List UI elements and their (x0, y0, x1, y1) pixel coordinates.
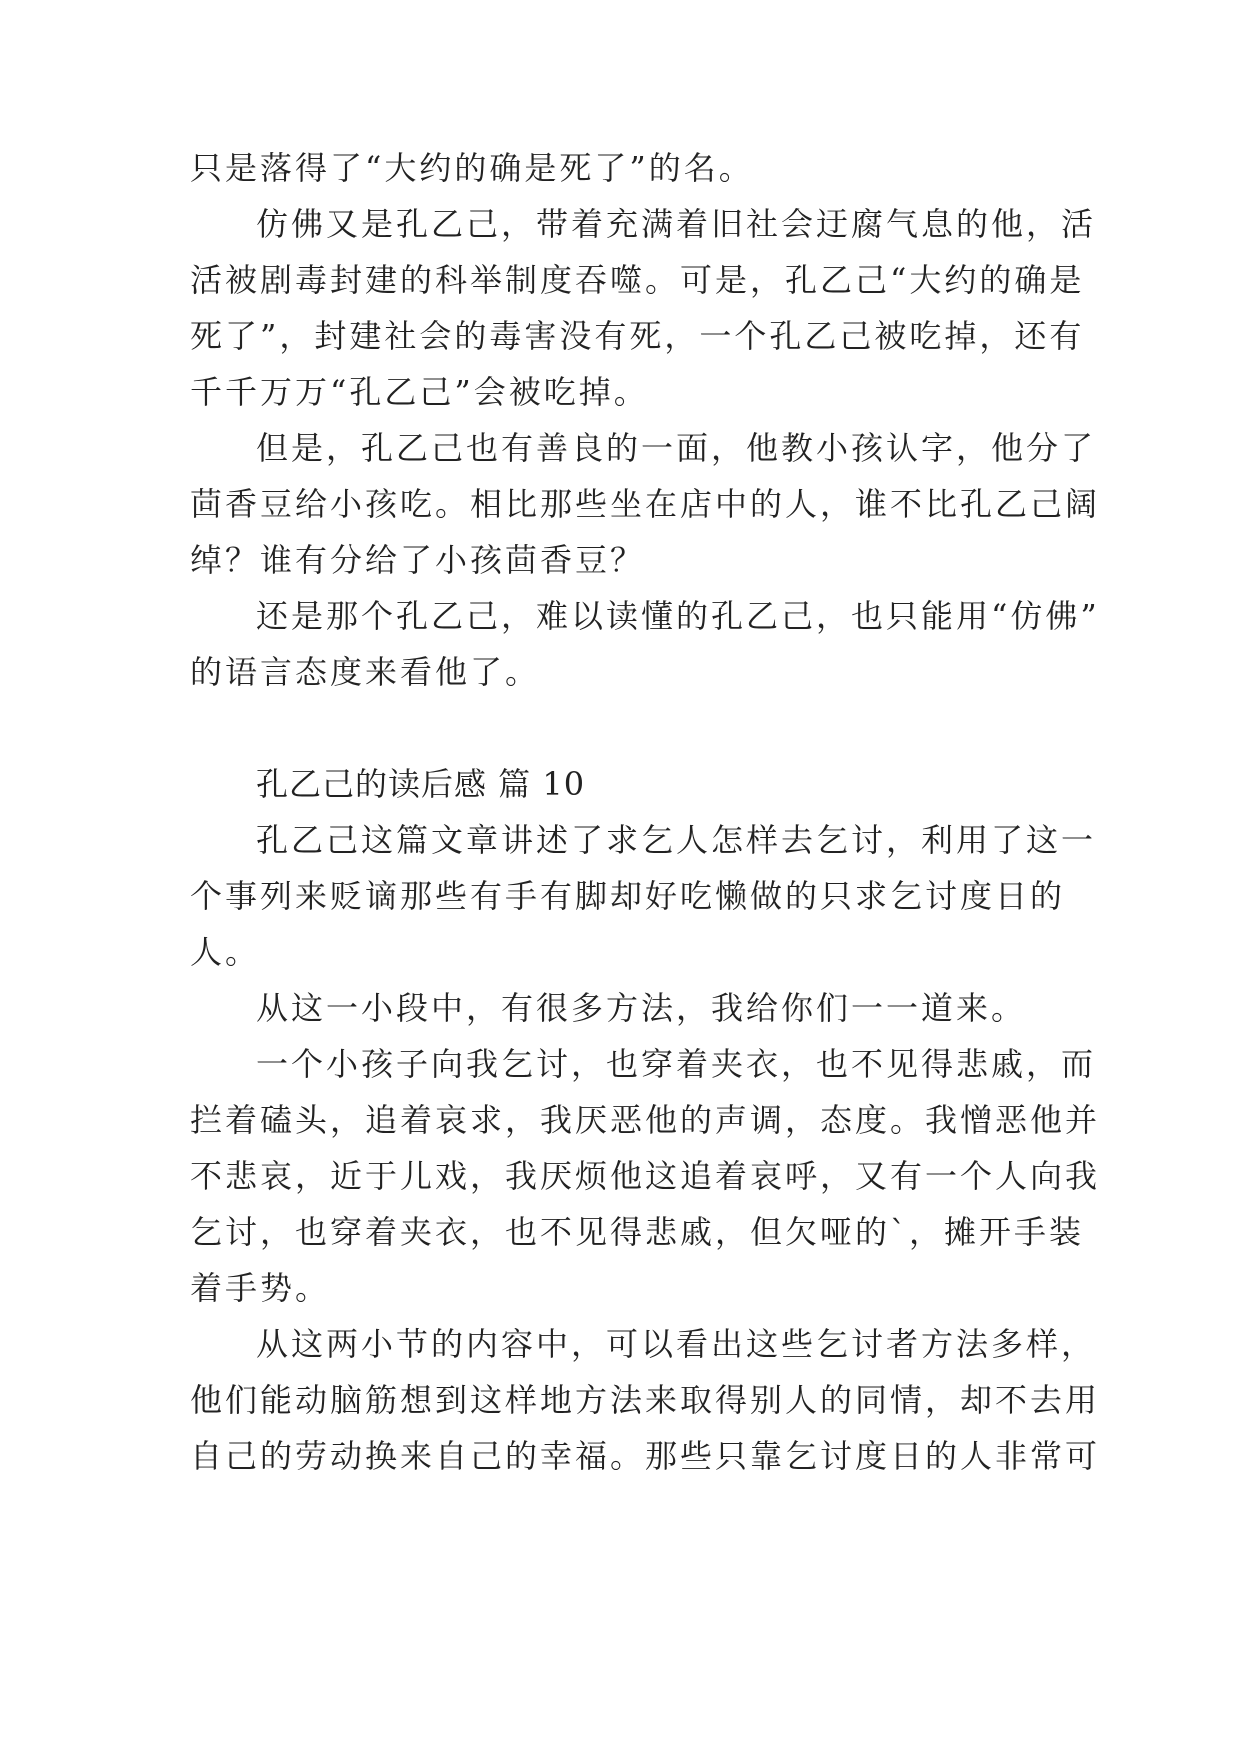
text-line: 茴香豆给小孩吃。相比那些坐在店中的人，谁不比孔乙己阔 (190, 485, 1101, 523)
text-line: 从这一小段中，有很多方法，我给你们一一道来。 (256, 989, 1027, 1027)
section-heading: 孔乙己的读后感 篇 10 (256, 765, 586, 803)
text-line: 孔乙己这篇文章讲述了求乞人怎样去乞讨，利用了这一 (256, 821, 1097, 859)
text-line: 拦着磕头，追着哀求，我厌恶他的声调，态度。我憎恶他并 (190, 1101, 1101, 1139)
text-line: 不悲哀，近于儿戏，我厌烦他这追着哀呼，又有一个人向我 (190, 1157, 1101, 1195)
text-line: 的语言态度来看他了。 (190, 653, 541, 691)
text-line: 个事列来贬谪那些有手有脚却好吃懒做的只求乞讨度日的 (190, 877, 1066, 915)
text-line: 自己的劳动换来自己的幸福。那些只靠乞讨度日的人非常可 (190, 1437, 1101, 1475)
text-line: 千千万万“孔乙己”会被吃掉。 (190, 373, 649, 411)
text-line: 死了”，封建社会的毒害没有死，一个孔乙己被吃掉，还有 (190, 317, 1085, 355)
text-line: 一个小孩子向我乞讨，也穿着夹衣，也不见得悲戚，而 (256, 1045, 1097, 1083)
text-line: 只是落得了“大约的确是死了”的名。 (190, 149, 754, 187)
text-line: 他们能动脑筋想到这样地方法来取得别人的同情，却不去用 (190, 1381, 1101, 1419)
text-line: 活被剧毒封建的科举制度吞噬。可是，孔乙己“大约的确是 (190, 261, 1085, 299)
text-line: 还是那个孔乙己，难以读懂的孔乙己，也只能用“仿佛” (256, 597, 1100, 635)
text-line: 着手势。 (190, 1269, 331, 1307)
text-line: 但是，孔乙己也有善良的一面，他教小孩认字，他分了 (256, 429, 1097, 467)
text-line: 人。 (190, 933, 261, 971)
text-line: 绰？谁有分给了小孩茴香豆？ (190, 541, 646, 579)
text-line: 从这两小节的内容中，可以看出这些乞讨者方法多样， (256, 1325, 1097, 1363)
text-line: 仿佛又是孔乙己，带着充满着旧社会迂腐气息的他，活 (256, 205, 1097, 243)
text-line: 乞讨，也穿着夹衣，也不见得悲戚，但欠哑的`，摊开手装 (190, 1213, 1085, 1251)
